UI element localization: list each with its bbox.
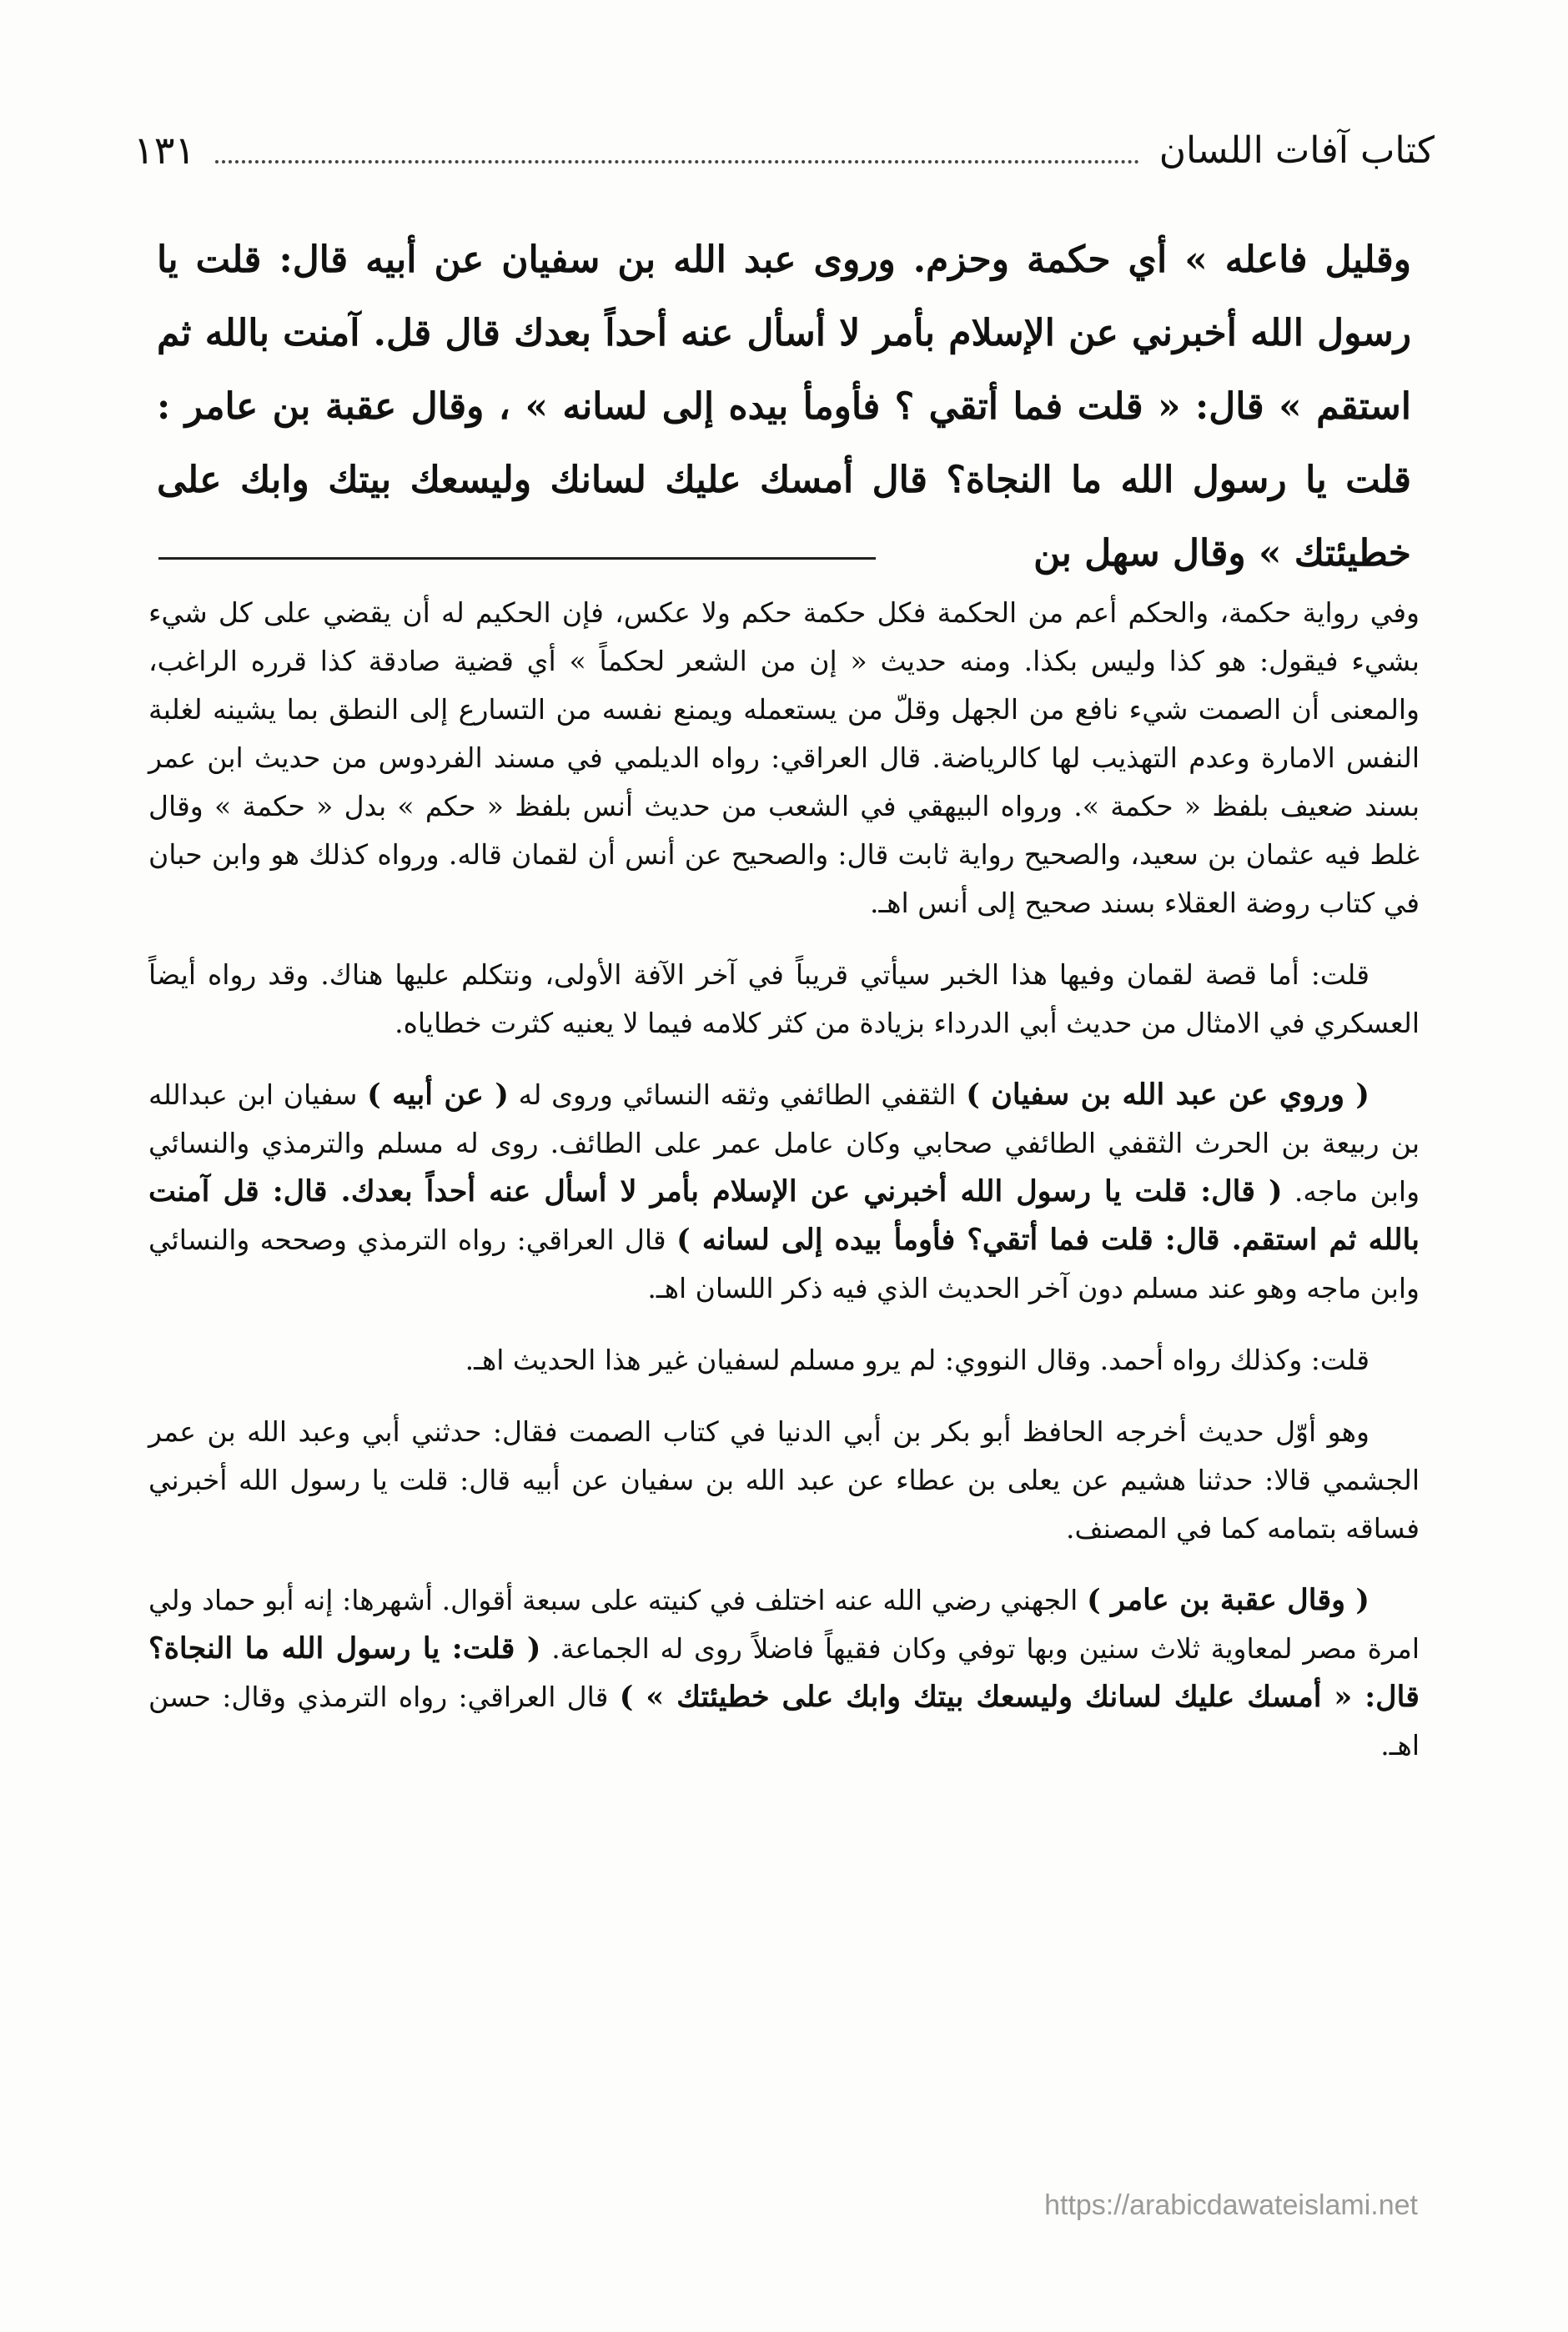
quoted-text: ( قلت: يا رسول الله ما النجاة؟ قال: « أمسك عليك لسانك وليسعك بيتك وابك على خطيئتك » ) xyxy=(148,1631,1420,1714)
leader-dots xyxy=(215,137,1139,163)
commentary-text: قال العراقي: رواه الترمذي وقال: حسن اهـ. xyxy=(148,1681,1420,1762)
main-text: وقليل فاعله » أي حكمة وحزم. وروى عبد الله بن سفيان عن أبيه قال: قلت يا رسول الله أخبرني عن الإسلام بأمر لا أسأل عنه أحداً بعدك قال قل. آمنت بالله ثم استقم » قال: « قلت فما أتقي ؟ فأومأ بيده إلى لسانه » ، وقال عقبة بن عامر : قلت يا رسول الله ما النجاة؟ قال أمسك عليك لسانك وليسعك بيتك وابك على خطيئتك » وقال سهل بن xyxy=(157,239,1411,575)
running-header xyxy=(133,117,1435,183)
quoted-text: ( وقال عقبة بن عامر ) xyxy=(1087,1583,1369,1617)
quoted-text: ( وروي عن عبد الله بن سفيان ) xyxy=(966,1078,1369,1112)
footnote-separator xyxy=(158,557,876,560)
quoted-text: ( عن أبيه ) xyxy=(367,1078,509,1112)
commentary-paragraph xyxy=(148,1071,1420,1313)
commentary-paragraph: وفي رواية حكمة، والحكم أعم من الحكمة فكل حكمة حكم ولا عكس، فإن الحكيم له أن يقضي على كل شيء بشيء فيقول: هو كذا وليس بكذا. ومنه حديث « إن من الشعر لحكماً » أي قضية صادقة كذا قرره الراغب، والمعنى أن الصمت شيء نافع من الجهل وقلّ من يستعمله ويمنع نفسه من التسارع إلى النطق بما يشينه لغلبة النفس الامارة وعدم التهذيب لها كالرياضة. قال العراقي: رواه الديلمي في مسند الفردوس من حديث ابن عمر بسند ضعيف بلفظ « حكمة ». ورواه البيهقي في الشعب من حديث أنس بلفظ « حكم » بدل « حكمة » وقال غلط فيه عثمان بن سعيد، والصحيح رواية ثابت قال: والصحيح عن أنس أن لقمان قاله. ورواه كذلك هو وابن حبان في كتاب روضة العقلاء بسند صحيح إلى أنس اهـ. xyxy=(148,596,1420,919)
commentary-paragraph: قلت: وكذلك رواه أحمد. وقال النووي: لم يرو مسلم لسفيان غير هذا الحديث اهـ. xyxy=(465,1344,1369,1376)
quoted-text: ( قال: قلت يا رسول الله أخبرني عن الإسلام بأمر لا أسأل عنه أحداً بعدك. قال: قل آمنت بالله ثم استقم. قال: قلت فما أتقي؟ فأومأ بيده إلى لسانه ) xyxy=(148,1174,1420,1257)
commentary-text: الجهني رضي الله عنه اختلف في كنيته على سبعة أقوال. أشهرها: إنه أبو حماد ولي امرة مصر لمعاوية ثلاث سنين وبها توفي وكان فقيهاً فاضلاً روى له الجماعة. xyxy=(148,1584,1420,1665)
commentary-paragraph: وهو أوّل حديث أخرجه الحافظ أبو بكر بن أبي الدنيا في كتاب الصمت فقال: حدثني أبي وعبد الله بن عمر الجشمي قالا: حدثنا هشيم عن يعلى بن عطاء عن عبد الله بن سفيان عن أبيه قال: قلت يا رسول الله أخبرني فساقه بتمامه كما في المصنف. xyxy=(148,1415,1420,1545)
page-number: ١٣١ xyxy=(133,128,196,173)
commentary xyxy=(148,589,1420,1770)
book-title: كتاب آفات اللسان xyxy=(1158,128,1435,172)
commentary-text: سفيان ابن عبدالله بن ربيعة بن الحرث الثقفي الطائفي صحابي وكان عامل عمر على الطائف. روى له مسلم والترمذي والنسائي وابن ماجه. xyxy=(148,1078,1420,1208)
watermark-url: https://arabicdawateislami.net xyxy=(1044,2189,1418,2221)
commentary-paragraph: قلت: أما قصة لقمان وفيها هذا الخبر سيأتي قريباً في آخر الآفة الأولى، ونتكلم عليها هناك. وقد رواه أيضاً العسكري في الامثال من حديث أبي الدرداء بزيادة من كثر كلامه فيما لا يعنيه كثرت خطاياه. xyxy=(148,958,1420,1039)
commentary-text: قال العراقي: رواه الترمذي وصححه والنسائي وابن ماجه وهو عند مسلم دون آخر الحديث الذي فيه ذكر اللسان اهـ. xyxy=(148,1224,1420,1304)
commentary-text: الثقفي الطائفي وثقه النسائي وروى له xyxy=(508,1078,967,1111)
commentary-paragraph xyxy=(148,1576,1420,1770)
